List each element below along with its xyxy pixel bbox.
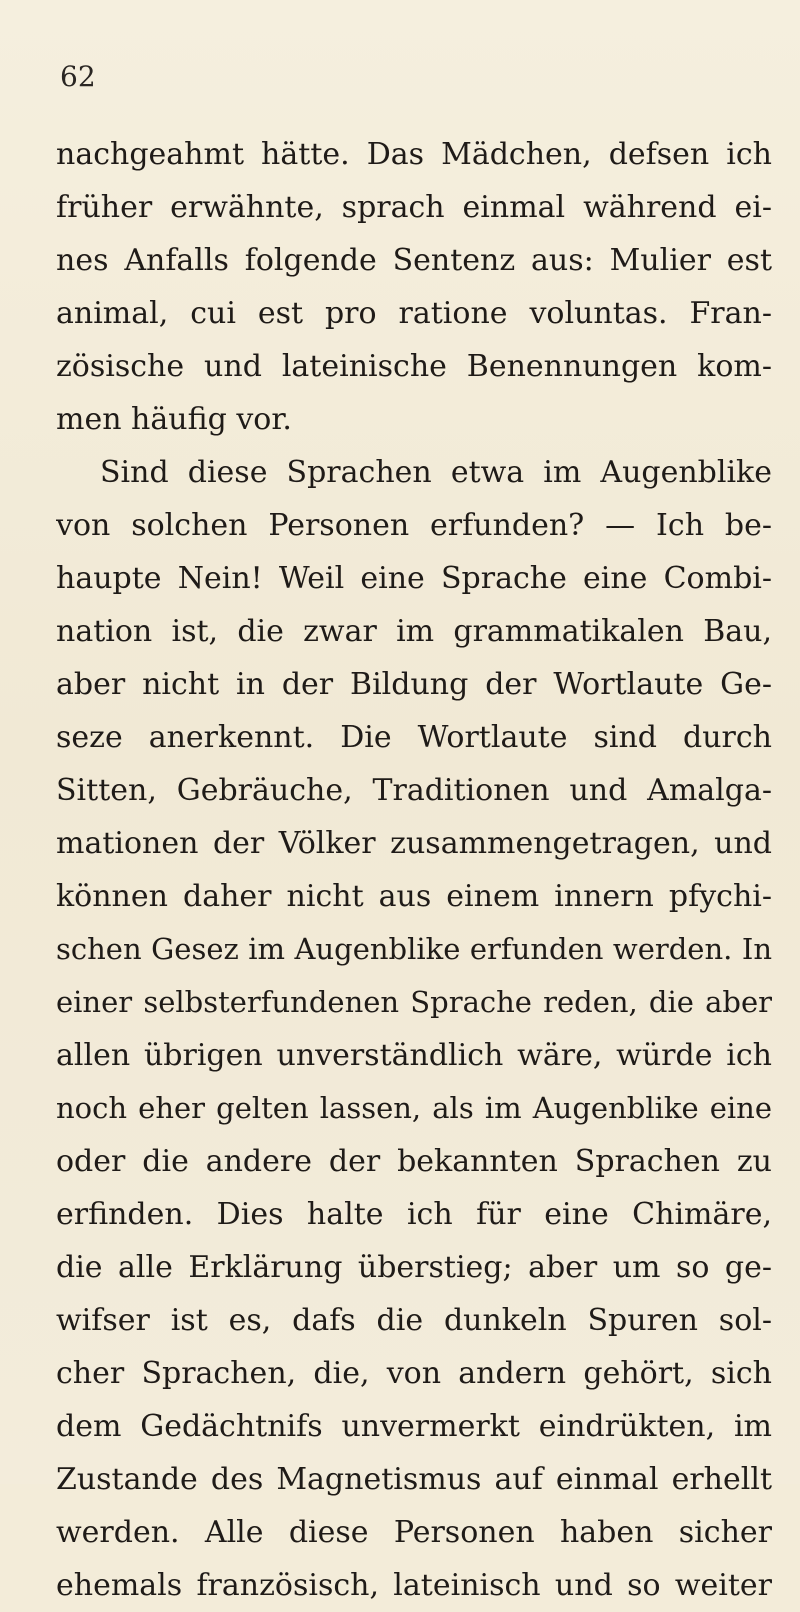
body-text	[56, 128, 772, 1612]
text-line: zösische und lateinische Benennungen kom-	[56, 349, 772, 384]
text-line: schen Gesez im Augenblike erfunden werden. In	[56, 932, 772, 966]
text-line: allen übrigen unverständlich wäre, würde ich	[56, 1038, 772, 1073]
text-line: mationen der Völker zusammengetragen, und	[56, 826, 772, 861]
text-line: nachgeahmt hätte. Das Mädchen, defsen ich	[56, 137, 772, 172]
text-line: animal, cui est pro ratione voluntas. Fran-	[56, 296, 772, 331]
text-line: einer selbsterfundenen Sprache reden, die aber	[56, 985, 772, 1019]
text-line: oder die andere der bekannten Sprachen zu	[56, 1144, 772, 1179]
text-line: dem Gedächtnifs unvermerkt eindrükten, im	[56, 1409, 772, 1444]
text-line: cher Sprachen, die, von andern gehört, sich	[56, 1356, 772, 1391]
page-number: 62	[60, 60, 96, 93]
text-line: nation ist, die zwar im grammatikalen Bau,	[56, 614, 772, 649]
text-line: werden. Alle diese Personen haben sicher	[56, 1515, 772, 1550]
text-line: seze anerkennt. Die Wortlaute sind durch	[56, 720, 772, 755]
text-line: Sitten, Gebräuche, Traditionen und Amalga-	[56, 773, 772, 808]
text-line: noch eher gelten lassen, als im Augenblike eine	[56, 1091, 772, 1125]
text-line: Sind diese Sprachen etwa im Augenblike	[100, 455, 772, 490]
text-line: von solchen Personen erfunden? — Ich be-	[56, 508, 772, 543]
text-line: haupte Nein! Weil eine Sprache eine Combi-	[56, 561, 772, 596]
text-line: men häufig vor.	[56, 402, 292, 437]
text-line: aber nicht in der Bildung der Wortlaute Ge-	[56, 667, 772, 702]
text-line: erfinden. Dies halte ich für eine Chimäre,	[56, 1197, 772, 1232]
text-line: Zustande des Magnetismus auf einmal erhellt	[56, 1462, 772, 1497]
text-line: nes Anfalls folgende Sentenz aus: Mulier est	[56, 243, 772, 278]
text-line: können daher nicht aus einem innern pfychi-	[56, 879, 772, 914]
text-line: ehemals französisch, lateinisch und so weiter	[56, 1568, 772, 1603]
text-line: wifser ist es, dafs die dunkeln Spuren sol-	[56, 1303, 772, 1338]
text-line: die alle Erklärung überstieg; aber um so ge-	[56, 1250, 772, 1285]
text-line: früher erwähnte, sprach einmal während ei-	[56, 190, 772, 225]
